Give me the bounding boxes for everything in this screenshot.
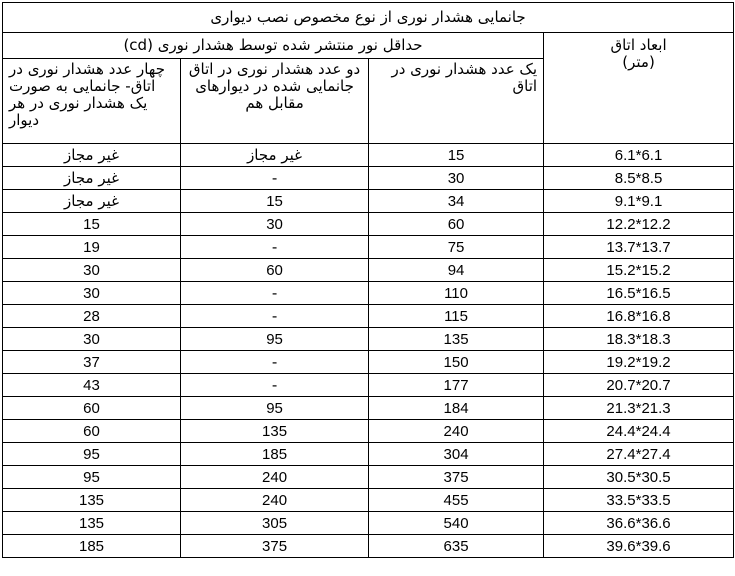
one-alarm-cell: 184 <box>369 397 544 420</box>
two-alarms-cell: - <box>181 305 369 328</box>
group-header-row <box>3 33 734 59</box>
one-alarm-cell: 60 <box>369 213 544 236</box>
room-dimensions-cell: 16.8*16.8 <box>544 305 734 328</box>
table-row <box>3 512 734 535</box>
two-alarms-cell: - <box>181 236 369 259</box>
room-dimensions-header <box>544 33 734 144</box>
one-alarm-cell: 15 <box>369 144 544 167</box>
room-dimensions-cell: 16.5*16.5 <box>544 282 734 305</box>
table-row <box>3 420 734 443</box>
table-row <box>3 282 734 305</box>
one-alarm-cell: 30 <box>369 167 544 190</box>
four-alarms-cell: 30 <box>3 328 181 351</box>
one-alarm-cell: 135 <box>369 328 544 351</box>
one-alarm-cell: 540 <box>369 512 544 535</box>
room-dimensions-cell: 15.2*15.2 <box>544 259 734 282</box>
room-dimensions-cell: 6.1*6.1 <box>544 144 734 167</box>
four-alarms-cell: 185 <box>3 535 181 558</box>
table-row <box>3 167 734 190</box>
two-alarms-cell: 60 <box>181 259 369 282</box>
four-alarms-cell: غیر مجاز <box>3 190 181 213</box>
two-alarms-cell: 185 <box>181 443 369 466</box>
four-alarms-cell: 60 <box>3 420 181 443</box>
table-title: جانمایی هشدار نوری از نوع مخصوص نصب دیواری <box>3 3 734 33</box>
four-alarms-cell: غیر مجاز <box>3 144 181 167</box>
title-row <box>3 3 734 33</box>
four-alarms-cell: 43 <box>3 374 181 397</box>
table-row <box>3 213 734 236</box>
room-dimensions-cell: 8.5*8.5 <box>544 167 734 190</box>
four-alarms-header: چهار عدد هشدار نوری در اتاق- جانمایی به صورت یک هشدار نوری در هر دیوار <box>3 59 181 144</box>
four-alarms-cell: 30 <box>3 282 181 305</box>
four-alarms-cell: 135 <box>3 512 181 535</box>
two-alarms-cell: 305 <box>181 512 369 535</box>
light-alarm-table <box>2 2 734 558</box>
room-dimensions-cell: 12.2*12.2 <box>544 213 734 236</box>
room-dimensions-cell: 18.3*18.3 <box>544 328 734 351</box>
min-light-output-header: حداقل نور منتشر شده توسط هشدار نوری (cd) <box>3 33 544 59</box>
four-alarms-cell: 95 <box>3 466 181 489</box>
two-alarms-cell: 95 <box>181 397 369 420</box>
table-row <box>3 236 734 259</box>
one-alarm-cell: 240 <box>369 420 544 443</box>
one-alarm-cell: 635 <box>369 535 544 558</box>
table-row <box>3 466 734 489</box>
four-alarms-cell: غیر مجاز <box>3 167 181 190</box>
two-alarms-cell: غیر مجاز <box>181 144 369 167</box>
one-alarm-cell: 455 <box>369 489 544 512</box>
two-alarms-cell: - <box>181 351 369 374</box>
room-dimensions-unit: (متر) <box>622 53 655 71</box>
four-alarms-cell: 28 <box>3 305 181 328</box>
four-alarms-cell: 60 <box>3 397 181 420</box>
room-dimensions-cell: 13.7*13.7 <box>544 236 734 259</box>
four-alarms-cell: 30 <box>3 259 181 282</box>
one-alarm-cell: 375 <box>369 466 544 489</box>
table-row <box>3 328 734 351</box>
two-alarms-cell: - <box>181 167 369 190</box>
one-alarm-cell: 110 <box>369 282 544 305</box>
table-row <box>3 489 734 512</box>
table-row <box>3 144 734 167</box>
table-row <box>3 374 734 397</box>
two-alarms-cell: 95 <box>181 328 369 351</box>
room-dimensions-cell: 21.3*21.3 <box>544 397 734 420</box>
one-alarm-cell: 34 <box>369 190 544 213</box>
table-row <box>3 397 734 420</box>
room-dimensions-cell: 36.6*36.6 <box>544 512 734 535</box>
four-alarms-cell: 19 <box>3 236 181 259</box>
two-alarms-cell: - <box>181 282 369 305</box>
room-dimensions-cell: 19.2*19.2 <box>544 351 734 374</box>
two-alarms-cell: 30 <box>181 213 369 236</box>
room-dimensions-label: ابعاد اتاق <box>610 36 667 54</box>
one-alarm-cell: 75 <box>369 236 544 259</box>
one-alarm-header: یک عدد هشدار نوری در اتاق <box>369 59 544 144</box>
one-alarm-cell: 94 <box>369 259 544 282</box>
one-alarm-cell: 115 <box>369 305 544 328</box>
four-alarms-cell: 95 <box>3 443 181 466</box>
room-dimensions-cell: 24.4*24.4 <box>544 420 734 443</box>
four-alarms-cell: 15 <box>3 213 181 236</box>
two-alarms-cell: 135 <box>181 420 369 443</box>
table-row <box>3 190 734 213</box>
room-dimensions-cell: 30.5*30.5 <box>544 466 734 489</box>
one-alarm-cell: 177 <box>369 374 544 397</box>
one-alarm-cell: 150 <box>369 351 544 374</box>
two-alarms-cell: 240 <box>181 489 369 512</box>
one-alarm-cell: 304 <box>369 443 544 466</box>
room-dimensions-cell: 27.4*27.4 <box>544 443 734 466</box>
four-alarms-cell: 135 <box>3 489 181 512</box>
room-dimensions-cell: 9.1*9.1 <box>544 190 734 213</box>
two-alarms-cell: 240 <box>181 466 369 489</box>
two-alarms-header: دو عدد هشدار نوری در اتاق جانمایی شده در دیوارهای مقابل هم <box>181 59 369 144</box>
table-row <box>3 351 734 374</box>
room-dimensions-cell: 39.6*39.6 <box>544 535 734 558</box>
four-alarms-cell: 37 <box>3 351 181 374</box>
two-alarms-cell: - <box>181 374 369 397</box>
table-row <box>3 305 734 328</box>
two-alarms-cell: 375 <box>181 535 369 558</box>
room-dimensions-cell: 20.7*20.7 <box>544 374 734 397</box>
table-row <box>3 259 734 282</box>
room-dimensions-cell: 33.5*33.5 <box>544 489 734 512</box>
table-row <box>3 443 734 466</box>
table-row <box>3 535 734 558</box>
two-alarms-cell: 15 <box>181 190 369 213</box>
